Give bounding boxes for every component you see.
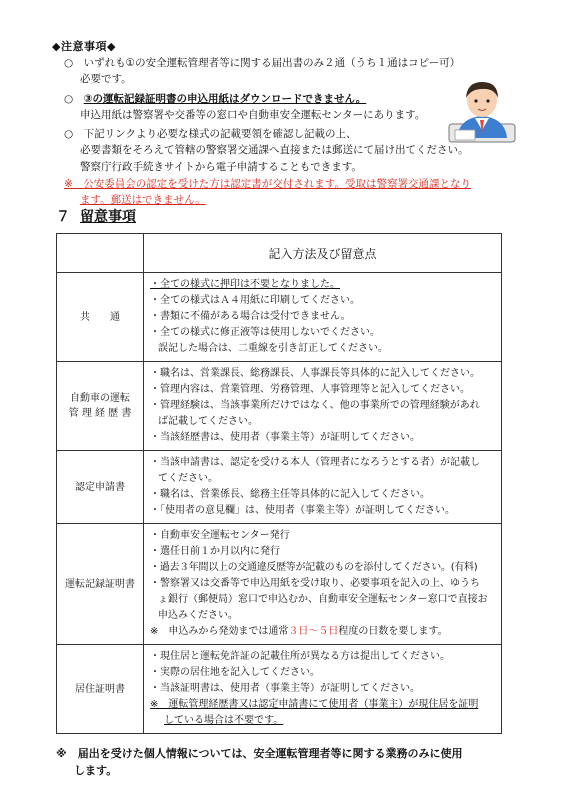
row-body [144, 273, 502, 362]
list-item: ・当該証明書は、使用者（事業主等）が証明してください。 [150, 683, 420, 694]
list-item: 誤記した場合は、二重線を引き訂正してください。 [158, 343, 388, 354]
row-body [144, 451, 502, 524]
row-category: 共 通 [57, 273, 144, 362]
list-item: ・現住居と運転免許証の記載住所が異なる方は提出してください。 [150, 651, 450, 662]
list-item: ・管理内容は、営業管理、労務管理、人事管理等と記入してください。 [150, 384, 470, 395]
row-category: 居住証明書 [57, 645, 144, 734]
notice-item-1-line2: 必要です。 [80, 73, 132, 85]
list-item: ・書類に不備がある場合は受付できません。 [150, 311, 351, 322]
notice-item-2-line2: 申込用紙は警察署や交番等の窓口や自動車安全運転センターにあります。 [80, 109, 426, 121]
staff-avatar-icon [447, 78, 517, 144]
notice-item-2-bold: ③の運転記録証明書の申込用紙はダウンロードできません。 [83, 93, 367, 105]
row-body [144, 524, 502, 645]
table-header: 記入方法及び留意点 [144, 234, 502, 273]
list-item: ・「使用者の意見欄」は、使用者（事業主等）が証明してください。 [150, 505, 455, 516]
footnote-line2: します。 [74, 764, 118, 777]
footnote [56, 745, 462, 779]
notice-item-3-line1: ○ 下記リンクより必要な様式の記載要領を確認し記載の上、 [64, 128, 357, 140]
notice-item-3-line3: 警察庁行政手続きサイトから電子申請することもできます。 [80, 161, 362, 173]
notice-title: ◆注意事項◆ [52, 40, 116, 53]
list-item: ・管理経験は、当該事業所だけではなく、他の事業所での管理経験があれ [150, 400, 480, 411]
table-row-certification-application [57, 451, 502, 524]
list-item: ・全ての様式はＡ４用紙に印刷してください。 [150, 295, 360, 306]
section-number: ７ [56, 209, 70, 225]
list-item: ・全ての様式に押印は不要となりました。 [150, 279, 340, 290]
list-item: ょ銀行（郵便局）窓口で申込むか、自動車安全運転センター窓口で直接お [158, 594, 488, 605]
notice-item-3-line2: 必要書類をそろえて管轄の警察署交通課へ直接または郵送にて届け出てください。 [80, 144, 469, 156]
row-category-line2: 管 理 経 歴 書 [68, 408, 132, 419]
list-item: てください。 [158, 473, 218, 484]
list-item: ・職名は、営業課長、総務課長、人事課長等具体的に記入してください。 [150, 368, 480, 379]
row-note [150, 624, 495, 640]
row-note-line1: ※ 運転管理経歴書又は認定申請書にて使用者（事業主）が現住居を証明 [150, 699, 479, 710]
section-title: 留意事項 [80, 209, 136, 225]
row-body [144, 645, 502, 734]
notice-red-line2: ます。郵送はできません。 [80, 194, 206, 206]
table-header-empty [57, 234, 144, 273]
list-item: ・職名は、営業係長、総務主任等具体的に記入してください。 [150, 489, 430, 500]
row-note-days: ３日～５日 [288, 626, 339, 637]
list-item: ・自動車安全運転センター発行 [150, 530, 290, 541]
section-heading [56, 206, 136, 226]
table-row-common [57, 273, 502, 362]
list-item: ・選任日前１か月以内に発行 [150, 546, 280, 557]
row-body [144, 362, 502, 451]
table-header-row [57, 234, 502, 273]
list-item: ・当該申請書は、認定を受ける本人（管理者になろうとする者）が記載し [150, 457, 480, 468]
list-item: ・警察署又は交番等で申込用紙を受け取り、必要事項を記入の上、ゆうち [150, 578, 480, 589]
list-item: ・実際の居住地を記入してください。 [150, 667, 320, 678]
list-item: ・過去３年間以上の交通違反歴等が記載のものを添付してください。(有料) [150, 562, 478, 573]
list-item: 申込みください。 [158, 610, 238, 621]
notice-red-line1: ※ 公安委員会の認定を受けた方は認定書が交付されます。受取は警察署交通課となり [64, 178, 471, 190]
table-row-management-history [57, 362, 502, 451]
row-note-line2: している場合は不要です。 [164, 715, 284, 726]
notice-item-2-circle: ○ [64, 93, 84, 105]
list-item: ・全ての様式に修正液等は使用しないでください。 [150, 327, 380, 338]
notes-table [56, 233, 502, 734]
table-row-residence-certificate [57, 645, 502, 734]
row-category-line1: 自動車の運転 [70, 393, 130, 404]
footnote-line1: ※ 届出を受けた個人情報については、安全運転管理者等に関する業務のみに使用 [56, 747, 463, 760]
row-category: 認定申請書 [57, 451, 144, 524]
list-item: ・当該経歴書は、使用者（事業主等）が証明してください。 [150, 432, 420, 443]
row-note-pre: ※ 申込みから発効までは通常 [150, 626, 289, 637]
notice-item-2-line1 [64, 92, 366, 106]
row-note-post: 程度の日数を要します。 [338, 626, 448, 637]
row-category: 運転記録証明書 [57, 524, 144, 645]
notice-item-1-line1: ○ いずれも①の安全運転管理者等に関する届出書のみ２通（うち１通はコピー可） [64, 57, 461, 69]
list-item: ば記載してください。 [158, 416, 258, 427]
row-category [57, 362, 144, 451]
table-row-driving-record [57, 524, 502, 645]
